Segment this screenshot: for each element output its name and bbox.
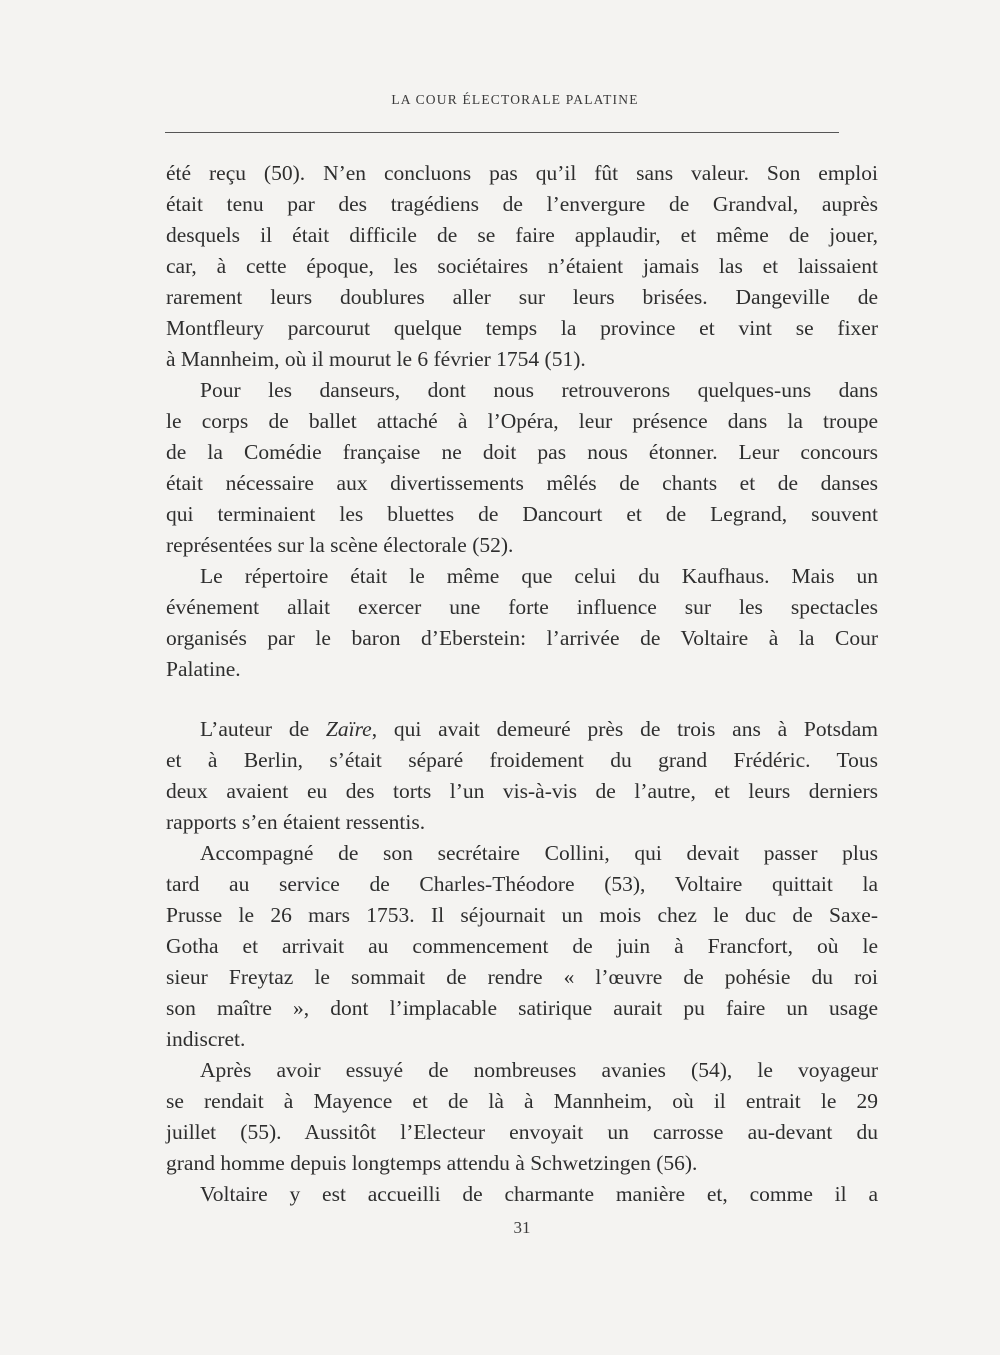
text-line: rarement leurs doublures aller sur leurs brisées. Dangeville de	[166, 285, 878, 309]
text-line: était tenu par des tragédiens de l’envergure de Grandval, auprès	[166, 192, 878, 216]
text-line: car, à cette époque, les sociétaires n’étaient jamais las et laissaient	[166, 254, 878, 278]
text-line: rapports s’en étaient ressentis.	[166, 810, 426, 834]
text-line: Montfleury parcourut quelque temps la province et vint se fixer	[166, 316, 878, 340]
italic-title: Zaïre	[325, 717, 372, 741]
text-line: de la Comédie française ne doit pas nous étonner. Leur concours	[166, 440, 878, 464]
text-line: Prusse le 26 mars 1753. Il séjournait un mois chez le duc de Saxe-	[166, 903, 878, 927]
text-line: à Mannheim, où il mourut le 6 février 1754 (51).	[166, 347, 586, 371]
text-line: deux avaient eu des torts l’un vis-à-vis de l’autre, et leurs derniers	[166, 779, 878, 803]
text-line: sieur Freytaz le sommait de rendre « l’œuvre de pohésie du roi	[166, 965, 878, 989]
text-line: le corps de ballet attaché à l’Opéra, leur présence dans la troupe	[166, 409, 878, 433]
text-line: tard au service de Charles-Théodore (53), Voltaire quittait la	[166, 872, 878, 896]
running-head: LA COUR ÉLECTORALE PALATINE	[391, 92, 639, 107]
text-line: et à Berlin, s’était séparé froidement du grand Frédéric. Tous	[166, 748, 878, 772]
text-line: Voltaire y est accueilli de charmante manière et, comme il a	[200, 1182, 878, 1206]
text-line: événement allait exercer une forte influence sur les spectacles	[166, 595, 878, 619]
text-line: se rendait à Mayence et de là à Mannheim, où il entrait le 29	[166, 1089, 878, 1113]
text-line: son maître », dont l’implacable satirique aurait pu faire un usage	[166, 996, 878, 1020]
text-line: Le répertoire était le même que celui du Kaufhaus. Mais un	[200, 564, 878, 588]
text-line	[166, 714, 878, 745]
text-line: Pour les danseurs, dont nous retrouverons quelques-uns dans	[200, 378, 878, 402]
header-rule	[165, 132, 839, 133]
text-line: été reçu (50). N’en concluons pas qu’il fût sans valeur. Son emploi	[166, 161, 878, 185]
text-line: grand homme depuis longtemps attendu à Schwetzingen (56).	[166, 1151, 698, 1175]
text-line: qui terminaient les bluettes de Dancourt et de Legrand, souvent	[166, 502, 878, 526]
text-line: juillet (55). Aussitôt l’Electeur envoyait un carrosse au-devant du	[166, 1120, 878, 1144]
text-line: indiscret.	[166, 1027, 246, 1051]
page-number: 31	[513, 1218, 531, 1237]
text-line: Accompagné de son secrétaire Collini, qui devait passer plus	[200, 841, 878, 865]
text-line: desquels il était difficile de se faire applaudir, et même de jouer,	[166, 223, 878, 247]
text-span: L’auteur de	[200, 717, 326, 741]
text-line: représentées sur la scène électorale (52).	[166, 533, 514, 557]
text-line: Après avoir essuyé de nombreuses avanies (54), le voyageur	[200, 1058, 878, 1082]
text-line: était nécessaire aux divertissements mêlés de chants et de danses	[166, 471, 878, 495]
text-line: organisés par le baron d’Eberstein: l’arrivée de Voltaire à la Cour	[166, 626, 878, 650]
text-line: Palatine.	[166, 657, 241, 681]
text-span: , qui avait demeuré près de trois ans à Potsdam	[371, 717, 878, 741]
text-line: Gotha et arrivait au commencement de juin à Francfort, où le	[166, 934, 878, 958]
